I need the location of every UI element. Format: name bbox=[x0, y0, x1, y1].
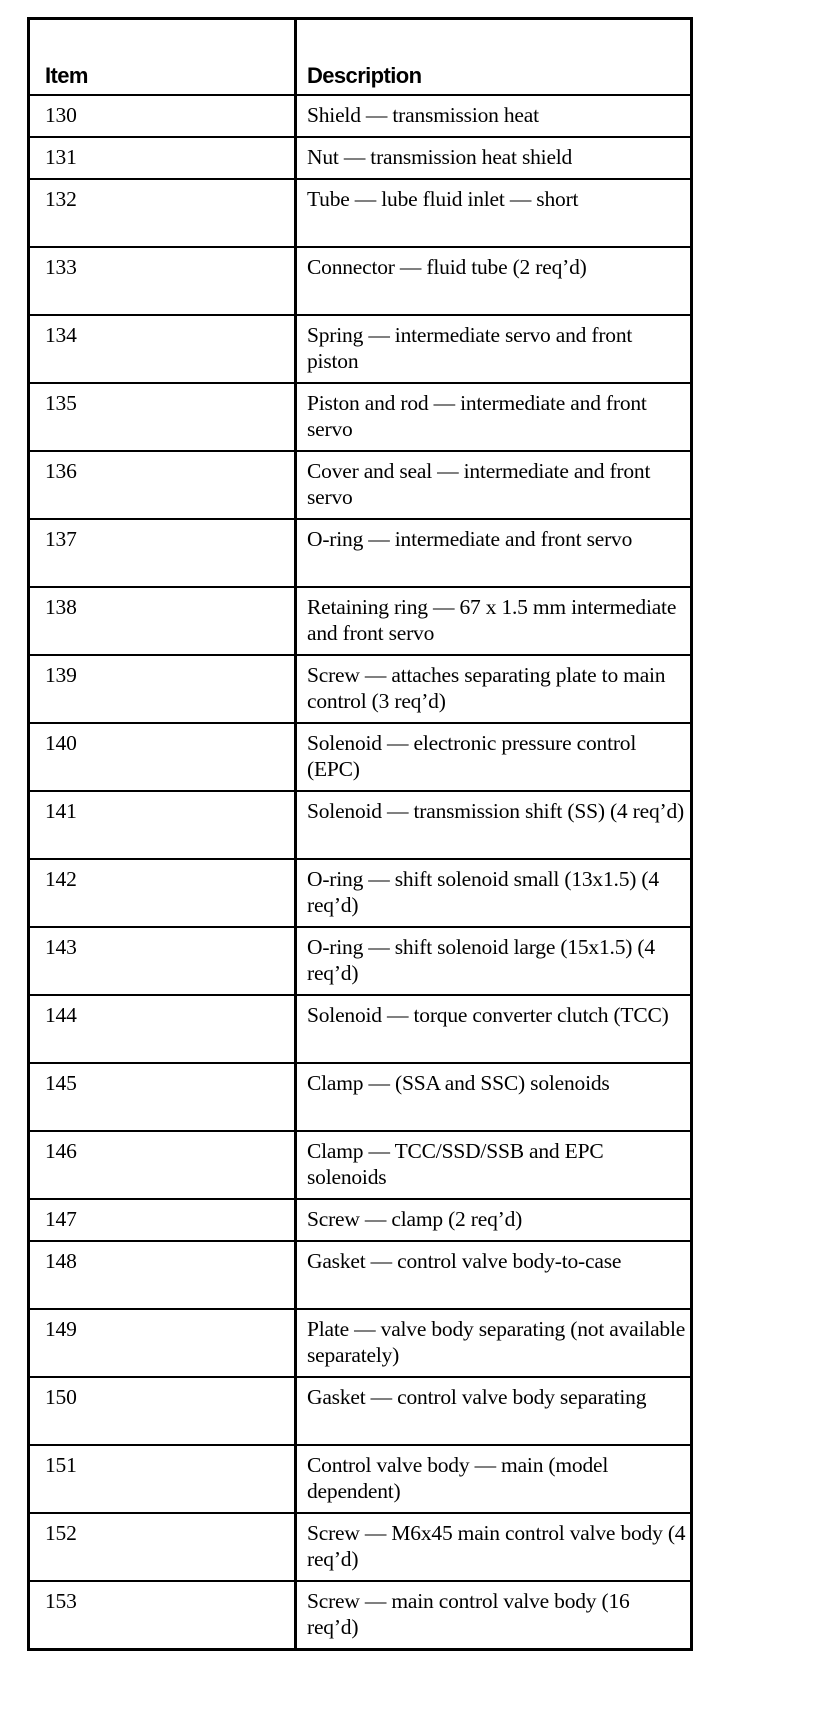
item-number: 139 bbox=[29, 655, 296, 723]
item-number: 152 bbox=[29, 1513, 296, 1581]
item-description: Clamp — TCC/SSD/SSB and EPC solenoids bbox=[296, 1131, 692, 1199]
table-row bbox=[29, 137, 692, 179]
table-row bbox=[29, 95, 692, 137]
item-description: Gasket — control valve body-to-case bbox=[296, 1241, 692, 1309]
table-row bbox=[29, 995, 692, 1063]
table-row bbox=[29, 927, 692, 995]
item-number: 131 bbox=[29, 137, 296, 179]
item-description: Solenoid — transmission shift (SS) (4 req’d) bbox=[296, 791, 692, 859]
item-description: Shield — transmission heat bbox=[296, 95, 692, 137]
table-row bbox=[29, 179, 692, 247]
item-number: 147 bbox=[29, 1199, 296, 1241]
item-description: Nut — transmission heat shield bbox=[296, 137, 692, 179]
item-number: 133 bbox=[29, 247, 296, 315]
item-number: 148 bbox=[29, 1241, 296, 1309]
item-description: O-ring — shift solenoid large (15x1.5) (4 req’d) bbox=[296, 927, 692, 995]
table-row bbox=[29, 1063, 692, 1131]
item-number: 135 bbox=[29, 383, 296, 451]
item-number: 146 bbox=[29, 1131, 296, 1199]
item-number: 136 bbox=[29, 451, 296, 519]
table-row bbox=[29, 1199, 692, 1241]
table-row bbox=[29, 383, 692, 451]
item-number: 143 bbox=[29, 927, 296, 995]
header-item: Item bbox=[29, 19, 296, 96]
item-description: O-ring — shift solenoid small (13x1.5) (4 req’d) bbox=[296, 859, 692, 927]
item-number: 142 bbox=[29, 859, 296, 927]
table-row bbox=[29, 1241, 692, 1309]
table-row bbox=[29, 791, 692, 859]
item-number: 149 bbox=[29, 1309, 296, 1377]
item-description: Gasket — control valve body separating bbox=[296, 1377, 692, 1445]
item-description: O-ring — intermediate and front servo bbox=[296, 519, 692, 587]
item-number: 132 bbox=[29, 179, 296, 247]
item-description: Clamp — (SSA and SSC) solenoids bbox=[296, 1063, 692, 1131]
item-description: Spring — intermediate servo and front piston bbox=[296, 315, 692, 383]
table-row bbox=[29, 655, 692, 723]
table-header-row bbox=[29, 19, 692, 96]
table-row bbox=[29, 859, 692, 927]
item-number: 151 bbox=[29, 1445, 296, 1513]
item-number: 137 bbox=[29, 519, 296, 587]
item-number: 153 bbox=[29, 1581, 296, 1650]
item-number: 145 bbox=[29, 1063, 296, 1131]
item-description: Screw — attaches separating plate to main control (3 req’d) bbox=[296, 655, 692, 723]
table-row bbox=[29, 587, 692, 655]
table-row bbox=[29, 723, 692, 791]
item-number: 138 bbox=[29, 587, 296, 655]
item-description: Solenoid — torque converter clutch (TCC) bbox=[296, 995, 692, 1063]
item-number: 140 bbox=[29, 723, 296, 791]
item-number: 134 bbox=[29, 315, 296, 383]
item-description: Connector — fluid tube (2 req’d) bbox=[296, 247, 692, 315]
parts-table bbox=[27, 17, 693, 1651]
item-description: Screw — clamp (2 req’d) bbox=[296, 1199, 692, 1241]
item-number: 150 bbox=[29, 1377, 296, 1445]
item-number: 144 bbox=[29, 995, 296, 1063]
table-row bbox=[29, 1131, 692, 1199]
item-description: Screw — main control valve body (16 req’d) bbox=[296, 1581, 692, 1650]
table-row bbox=[29, 315, 692, 383]
table-row bbox=[29, 451, 692, 519]
item-description: Piston and rod — intermediate and front servo bbox=[296, 383, 692, 451]
table-row bbox=[29, 1513, 692, 1581]
table-row bbox=[29, 1445, 692, 1513]
item-description: Control valve body — main (model dependent) bbox=[296, 1445, 692, 1513]
item-description: Tube — lube fluid inlet — short bbox=[296, 179, 692, 247]
table-row bbox=[29, 1581, 692, 1650]
table-row bbox=[29, 519, 692, 587]
item-description: Retaining ring — 67 x 1.5 mm intermediate and front servo bbox=[296, 587, 692, 655]
item-description: Screw — M6x45 main control valve body (4 req’d) bbox=[296, 1513, 692, 1581]
item-description: Cover and seal — intermediate and front servo bbox=[296, 451, 692, 519]
table-row bbox=[29, 247, 692, 315]
item-number: 130 bbox=[29, 95, 296, 137]
table-row bbox=[29, 1377, 692, 1445]
item-description: Solenoid — electronic pressure control (EPC) bbox=[296, 723, 692, 791]
item-number: 141 bbox=[29, 791, 296, 859]
header-description: Description bbox=[296, 19, 692, 96]
table-row bbox=[29, 1309, 692, 1377]
item-description: Plate — valve body separating (not available separately) bbox=[296, 1309, 692, 1377]
